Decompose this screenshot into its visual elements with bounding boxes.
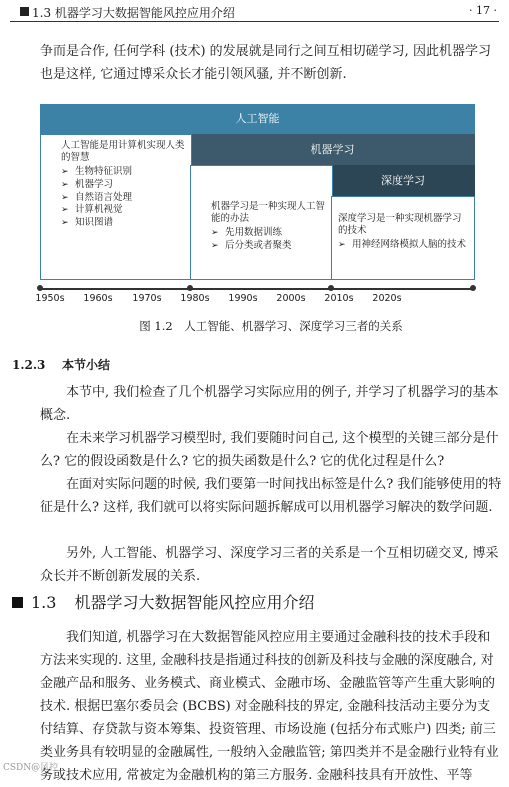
intro-paragraph: 争而是合作, 任何学科 (技术) 的发展就是同行之间互相切磋学习, 因此机器学习也是这样, 它通过博采众长才能引领风骚, 并不断创新. — [40, 44, 491, 82]
timeline-label: 1970s — [132, 293, 162, 304]
dl-list — [332, 239, 474, 252]
ai-ml-dl-figure — [35, 104, 475, 314]
list-item: ➢ 知识图谱 — [61, 217, 191, 230]
section-number: 1.3 — [31, 593, 57, 612]
timeline-label: 2000s — [276, 293, 306, 304]
band-ml: 机器学习 — [190, 134, 475, 165]
list-item: ➢ 自然语言处理 — [61, 192, 191, 205]
watermark: CSDN@风控 — [3, 763, 59, 773]
list-item: ➢ 后分类或者聚类 — [211, 240, 332, 253]
ml-list — [191, 227, 332, 253]
summary-paragraph-3: 在面对实际问题的时候, 我们要第一时间找出标签是什么? 我们能够使用的特征是什么? 这样, 我们就可以将实际问题拆解成可以用机器学习解决的数学问题. — [40, 477, 502, 515]
ml-description: 机器学习是一种实现人工智能的办法 — [211, 201, 326, 224]
header-section-title: 1.3 机器学习大数据智能风控应用介绍 — [32, 6, 235, 20]
header-square-icon — [20, 7, 29, 16]
timeline-dot — [187, 285, 193, 291]
subsection-title: 本节小结 — [62, 358, 111, 372]
timeline-label: 1980s — [180, 293, 210, 304]
summary-paragraph-1: 本节中, 我们检查了几个机器学习实际应用的例子, 并学习了机器学习的基本概念. — [40, 385, 499, 423]
list-item: ➢ 先用数据训练 — [211, 227, 332, 240]
ai-box — [40, 134, 192, 280]
timeline-dot — [328, 285, 334, 291]
running-header — [10, 3, 499, 21]
timeline-dot — [470, 285, 476, 291]
figure-caption: 图 1.2 人工智能、机器学习、深度学习三者的关系 — [139, 319, 403, 333]
dl-description: 深度学习是一种实现机器学习的技术 — [338, 213, 462, 236]
timeline-axis — [40, 288, 475, 290]
summary-paragraph-4: 另外, 人工智能、机器学习、深度学习三者的关系是一个互相切磋交叉, 博采众长并不断创新发展的关系. — [40, 546, 499, 584]
timeline-dot — [37, 285, 43, 291]
dl-box — [331, 196, 475, 280]
timeline-label: 1990s — [228, 293, 258, 304]
list-item: ➢ 生物特征识别 — [61, 166, 191, 179]
ml-box — [190, 165, 333, 280]
subsection-heading — [12, 356, 110, 373]
list-item: ➢ 计算机视觉 — [61, 204, 191, 217]
band-dl: 深度学习 — [331, 165, 475, 196]
section-title: 机器学习大数据智能风控应用介绍 — [74, 593, 315, 612]
band-ai: 人工智能 — [40, 104, 475, 134]
list-item: ➢ 机器学习 — [61, 179, 191, 192]
timeline-label: 2010s — [324, 293, 354, 304]
timeline-label: 1960s — [83, 293, 113, 304]
section-heading — [12, 590, 314, 613]
page-number: · 17 · — [469, 4, 497, 17]
section-square-icon — [12, 597, 23, 608]
section-paragraph: 我们知道, 机器学习在大数据智能风控应用主要通过金融科技的技术手段和方法来实现的. 这里, 金融科技是指通过科技的创新及科技与金融的深度融合, 对金融产品和服务、业务模式、商业模式、金融市场、金融监管等产生重大影响的技术. 根据巴塞尔委员会 (BCBS) 对金融科技的界定, 金融科技活动主要分为支付结算、存贷款与资本筹集、投资管理、市场设施 (包括分布式账户) 四类; 前三类业务具有较明显的金融属性, 一般纳入金融监管; 第四类并不是金融行业特有业务或技术应用, 常被定为金融机构的第三方服务. 金融科技具有开放性、平等 — [40, 630, 499, 783]
ai-list — [41, 166, 191, 230]
summary-paragraph-2: 在未来学习机器学习模型时, 我们要随时问自己, 这个模型的关键三部分是什么? 它的假设函数是什么? 它的损失函数是什么? 它的优化过程是什么? — [40, 431, 499, 469]
ai-description: 人工智能是用计算机实现人类的智慧 — [61, 140, 185, 163]
timeline-label: 2020s — [372, 293, 402, 304]
header-rule — [10, 21, 499, 22]
list-item: ➢ 用神经网络模拟人脑的技术 — [338, 239, 474, 252]
timeline-label: 1950s — [35, 293, 65, 304]
subsection-number: 1.2.3 — [12, 358, 46, 372]
